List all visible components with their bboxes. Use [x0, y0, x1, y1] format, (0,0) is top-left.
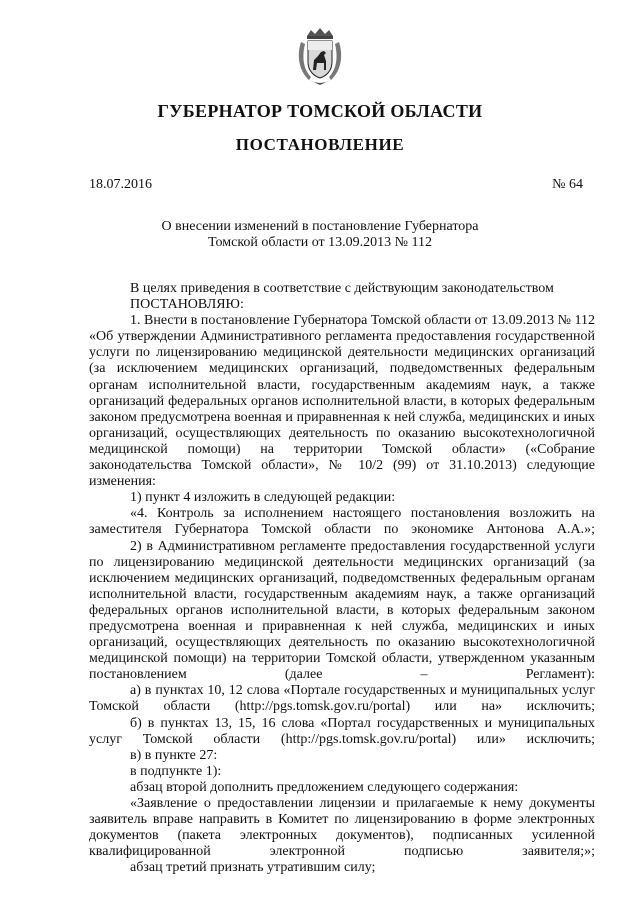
paragraph-c-sub: в подпункте 1):	[130, 763, 222, 779]
paragraph-1: 1. Внести в постановление Губернатора Томской области от 13.09.2013 № 112 «Об утверждении Административного регламента предоставления государственной услуги по лицензированию медицинской деятельности медицинских организаций (за исключением медицинских организаций, подведомственных федеральным органам исполнительной власти, государственным академиям наук, а также организаций федеральных органов исполнительной власти, в которых федеральным законом предусмотрена военная и приравненная к ней служба, медицинских и иных организаций, осуществляющих деятельность по оказанию высокотехнологичной медицинской помощи) на территории Томской области» («Собрание законодательства Томской области», № 10/2 (99) от 31.10.2013) следующие изменения:	[89, 313, 595, 490]
resolve-heading: ПОСТАНОВЛЯЮ:	[130, 297, 244, 313]
paragraph-1-2: 2) в Административном регламенте предоставления государственной услуги по лицензированию медицинской деятельности медицинских организаций (за исключением медицинских организаций, подведомственных федеральным органам исполнительной власти, государственным академиям наук, а также организаций федеральных органов исполнительной власти, в которых федеральным законом предусмотрена военная и приравненная к ней служба, медицинских и иных организаций, осуществляющих деятельность по оказанию высокотехнологичной медицинской помощи) на территории Томской области, утвержденном указанным постановлением (далее – Регламент):	[89, 538, 595, 683]
document-type: ПОСТАНОВЛЕНИЕ	[235, 135, 405, 154]
document-number: № 64	[552, 177, 583, 192]
coat-of-arms-icon	[297, 28, 343, 86]
subject-line-1: О внесении изменений в постановление Губернатора	[161, 219, 479, 234]
paragraph-1-1-text: «4. Контроль за исполнением настоящего постановления возложить на заместителя Губернатора Томской области по экономике Антонова А.А.»;	[89, 506, 595, 538]
paragraph-1-1: 1) пункт 4 изложить в следующей редакции:	[130, 490, 396, 506]
document-body	[89, 281, 595, 876]
intro-paragraph: В целях приведения в соответствие с действующим законодательством	[130, 281, 554, 296]
authority-title: ГУБЕРНАТОР ТОМСКОЙ ОБЛАСТИ	[157, 101, 483, 121]
document-date: 18.07.2016	[89, 177, 152, 192]
paragraph-c: в) в пункте 27:	[130, 747, 218, 763]
paragraph-c-quote: «Заявление о предоставлении лицензии и прилагаемые к нему документы заявитель вправе направить в Комитет по лицензированию в форме электронных документов (пакета электронных документов), подписанных усиленной квалифицированной электронной подписью заявителя;»;	[89, 796, 595, 860]
paragraph-a: а) в пунктах 10, 12 слова «Портале государственных и муниципальных услуг Томской области (http://pgs.tomsk.gov.ru/portal) или на» исключить;	[89, 683, 595, 715]
subject-line-2: Томской области от 13.09.2013 № 112	[208, 235, 432, 250]
document-subject	[0, 219, 640, 251]
paragraph-c-add: абзац второй дополнить предложением следующего содержания:	[130, 779, 519, 795]
paragraph-b: б) в пунктах 13, 15, 16 слова «Портал государственных и муниципальных услуг Томской области (http://pgs.tomsk.gov.ru/portal) или» исключить;	[89, 715, 595, 747]
paragraph-c-third: абзац третий признать утратившим силу;	[130, 860, 376, 876]
